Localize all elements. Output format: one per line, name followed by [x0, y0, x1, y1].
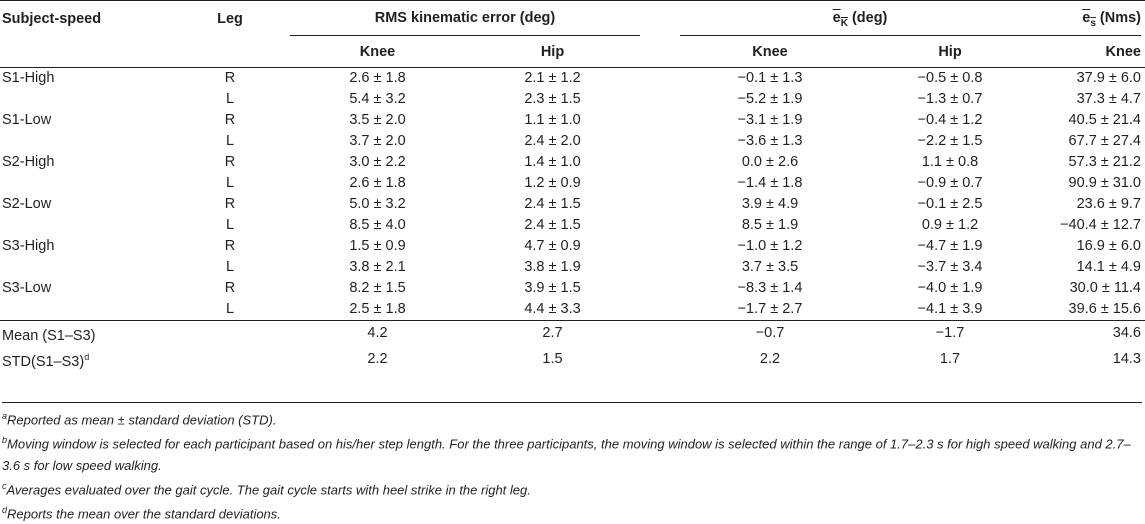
ek-symbol: $e_K$	[832, 10, 848, 29]
header-row-2	[0, 36, 1145, 68]
table-row	[0, 236, 1145, 257]
rms-knee-cell: 1.5 ± 0.9	[349, 238, 406, 254]
ek-knee-cell: −0.1 ± 1.3	[737, 70, 803, 86]
ek-knee-cell: −3.1 ± 1.9	[737, 112, 803, 128]
ek-knee-cell: −1.4 ± 1.8	[737, 175, 803, 191]
ek-hip-header: Hip	[938, 43, 962, 60]
rms-knee-cell: 8.2 ± 1.5	[349, 280, 406, 296]
footnote: $^b$Moving window is selected for each participant based on his/her step length. For the three participants, the moving window is selected within the range of 1.7–2.3 s for high speed walking and 2.7–3.6 s for low speed walking.	[2, 435, 1131, 473]
es-knee-cell: 39.6 ± 15.6	[1068, 301, 1141, 317]
rms-knee-cell: 3.0 ± 2.2	[349, 154, 406, 170]
rms-knee-cell: 5.4 ± 3.2	[349, 91, 406, 107]
rms-knee-cell: 5.0 ± 3.2	[349, 196, 406, 212]
rms-knee-cell: 3.5 ± 2.0	[349, 112, 406, 128]
leg-cell: L	[225, 301, 235, 317]
leg-cell: L	[225, 217, 235, 233]
es-knee-cell: 14.1 ± 4.9	[1076, 259, 1141, 275]
table-summary	[0, 321, 1145, 373]
es-knee-cell: 37.9 ± 6.0	[1076, 70, 1141, 86]
summary-row	[0, 347, 1145, 373]
rms-knee-cell: 2.2	[367, 351, 388, 368]
subject-speed-cell: S2-Low	[2, 196, 52, 212]
ek-hip-cell: −0.5 ± 0.8	[917, 70, 983, 86]
summary-label: $STD(S1-S3)^d$	[2, 351, 90, 370]
subject-speed-cell: S3-High	[2, 238, 55, 254]
ek-hip-cell: 0.9 ± 1.2	[921, 217, 979, 233]
subject-speed-cell	[0, 173, 170, 194]
rms-hip-header: Hip	[540, 43, 565, 60]
header-row-1	[0, 1, 1145, 37]
footnote: $^d$Reports the mean over the standard deviations.	[2, 504, 281, 522]
es-knee-header: Knee	[1105, 43, 1141, 60]
footnote: $^a$Reported as mean ± standard deviation (STD).	[2, 411, 277, 428]
es-knee-cell: 14.3	[1112, 351, 1141, 368]
leg-cell: L	[225, 91, 235, 107]
es-knee-cell: 67.7 ± 27.4	[1068, 133, 1141, 149]
rms-hip-cell: 1.4 ± 1.0	[524, 154, 581, 170]
subject-speed-cell	[0, 131, 170, 152]
table-row	[0, 194, 1145, 215]
es-knee-cell: 23.6 ± 9.7	[1076, 196, 1141, 212]
rms-hip-cell: 4.4 ± 3.3	[524, 301, 581, 317]
subject-speed-cell	[0, 89, 170, 110]
es-knee-cell: 90.9 ± 31.0	[1068, 175, 1141, 191]
ek-knee-cell: −1.0 ± 1.2	[737, 238, 803, 254]
ek-hip-cell: −1.3 ± 0.7	[917, 91, 983, 107]
subject-speed-cell: S1-Low	[2, 112, 52, 128]
ek-knee-cell: −8.3 ± 1.4	[737, 280, 803, 296]
table-row	[0, 173, 1145, 194]
ek-knee-cell: 0.0 ± 2.6	[741, 154, 799, 170]
rms-knee-cell: 2.5 ± 1.8	[349, 301, 406, 317]
table-row	[0, 110, 1145, 131]
subject-speed-cell: S1-High	[2, 70, 55, 86]
subject-speed-cell	[0, 215, 170, 236]
rms-knee-cell: 2.6 ± 1.8	[349, 70, 406, 86]
leg-cell: L	[225, 259, 235, 275]
table-row	[0, 68, 1145, 90]
leg-cell: L	[225, 133, 235, 149]
table-row	[0, 299, 1145, 321]
rms-hip-cell: 2.4 ± 1.5	[524, 217, 581, 233]
rms-hip-cell: 2.4 ± 1.5	[524, 196, 581, 212]
table-row	[0, 278, 1145, 299]
table-row	[0, 215, 1145, 236]
table-row	[0, 257, 1145, 278]
table-row	[0, 152, 1145, 173]
subject-speed-header: Subject-speed	[2, 10, 102, 27]
rms-hip-cell: 1.1 ± 1.0	[524, 112, 581, 128]
leg-cell: R	[224, 70, 236, 86]
leg-cell: R	[224, 238, 236, 254]
ek-knee-cell: 3.7 ± 3.5	[741, 259, 799, 275]
ek-knee-cell: −1.7 ± 2.7	[737, 301, 803, 317]
rms-hip-cell: 4.7 ± 0.9	[524, 238, 581, 254]
ek-hip-cell: −0.9 ± 0.7	[917, 175, 983, 191]
ek-group-header: $e_K$ (deg)	[680, 1, 1040, 37]
rms-hip-cell: 2.3 ± 1.5	[524, 91, 581, 107]
es-knee-cell: 34.6	[1112, 325, 1141, 342]
rms-knee-cell: 3.8 ± 2.1	[349, 259, 406, 275]
es-knee-cell: 40.5 ± 21.4	[1068, 112, 1141, 128]
rms-hip-cell: 2.7	[542, 325, 563, 342]
rms-hip-cell: 3.9 ± 1.5	[524, 280, 581, 296]
es-knee-cell: 57.3 ± 21.2	[1068, 154, 1141, 170]
rms-hip-cell: 1.2 ± 0.9	[524, 175, 581, 191]
table-body	[0, 68, 1145, 321]
ek-hip-cell: −4.1 ± 3.9	[917, 301, 983, 317]
leg-cell: R	[224, 112, 236, 128]
es-knee-cell: 30.0 ± 11.4	[1069, 280, 1141, 296]
ek-hip-cell: −0.1 ± 2.5	[917, 196, 983, 212]
ek-knee-cell: −3.6 ± 1.3	[737, 133, 803, 149]
table-row	[0, 89, 1145, 110]
ek-hip-cell: −2.2 ± 1.5	[917, 133, 983, 149]
ek-hip-cell: −4.0 ± 1.9	[917, 280, 983, 296]
rms-knee-cell: 2.6 ± 1.8	[349, 175, 406, 191]
ek-hip-cell: −4.7 ± 1.9	[917, 238, 983, 254]
leg-cell: R	[224, 280, 236, 296]
ek-knee-cell: 2.2	[759, 351, 781, 368]
summary-label: Mean (S1–S3)	[2, 327, 96, 344]
subject-speed-cell: S2-High	[2, 154, 55, 170]
summary-row	[0, 321, 1145, 347]
subject-speed-cell	[0, 257, 170, 278]
ek-knee-header: Knee	[752, 43, 788, 60]
rms-hip-cell: 2.4 ± 2.0	[524, 133, 581, 149]
rms-knee-cell: 4.2	[367, 325, 388, 342]
es-knee-cell: 37.3 ± 4.7	[1076, 91, 1141, 107]
es-knee-cell: 16.9 ± 6.0	[1076, 238, 1141, 254]
leg-cell: R	[224, 154, 236, 170]
subject-speed-cell	[0, 299, 170, 321]
leg-cell: R	[224, 196, 236, 212]
subject-speed-cell: S3-Low	[2, 280, 52, 296]
rms-hip-cell: 2.1 ± 1.2	[524, 70, 581, 86]
es-group-header: $e_s$ (Nms)	[1040, 1, 1145, 37]
rms-hip-cell: 1.5	[542, 351, 563, 368]
ek-hip-cell: −0.4 ± 1.2	[917, 112, 983, 128]
footnote: $^c$Averages evaluated over the gait cycle. The gait cycle starts with heel strike in the right leg.	[2, 480, 531, 497]
ek-knee-cell: −5.2 ± 1.9	[737, 91, 803, 107]
ek-knee-cell: 8.5 ± 1.9	[741, 217, 799, 233]
rms-knee-cell: 3.7 ± 2.0	[349, 133, 406, 149]
leg-header: Leg	[217, 10, 243, 27]
table-row	[0, 131, 1145, 152]
leg-cell: L	[225, 175, 235, 191]
ek-hip-cell: 1.1 ± 0.8	[921, 154, 979, 170]
ek-hip-cell: −1.7	[935, 325, 965, 342]
es-knee-cell: −40.4 ± 12.7	[1060, 217, 1141, 233]
rms-hip-cell: 3.8 ± 1.9	[524, 259, 581, 275]
footnotes	[2, 402, 1142, 524]
ek-hip-cell: 1.7	[939, 351, 961, 368]
rms-knee-header: Knee	[359, 43, 396, 60]
ek-knee-cell: 3.9 ± 4.9	[741, 196, 799, 212]
rms-group-header: RMS kinematic error (deg)	[290, 1, 640, 37]
ek-hip-cell: −3.7 ± 3.4	[917, 259, 983, 275]
ek-knee-cell: −0.7	[755, 325, 785, 342]
es-symbol: $e_s$	[1082, 10, 1096, 29]
rms-knee-cell: 8.5 ± 4.0	[349, 217, 406, 233]
